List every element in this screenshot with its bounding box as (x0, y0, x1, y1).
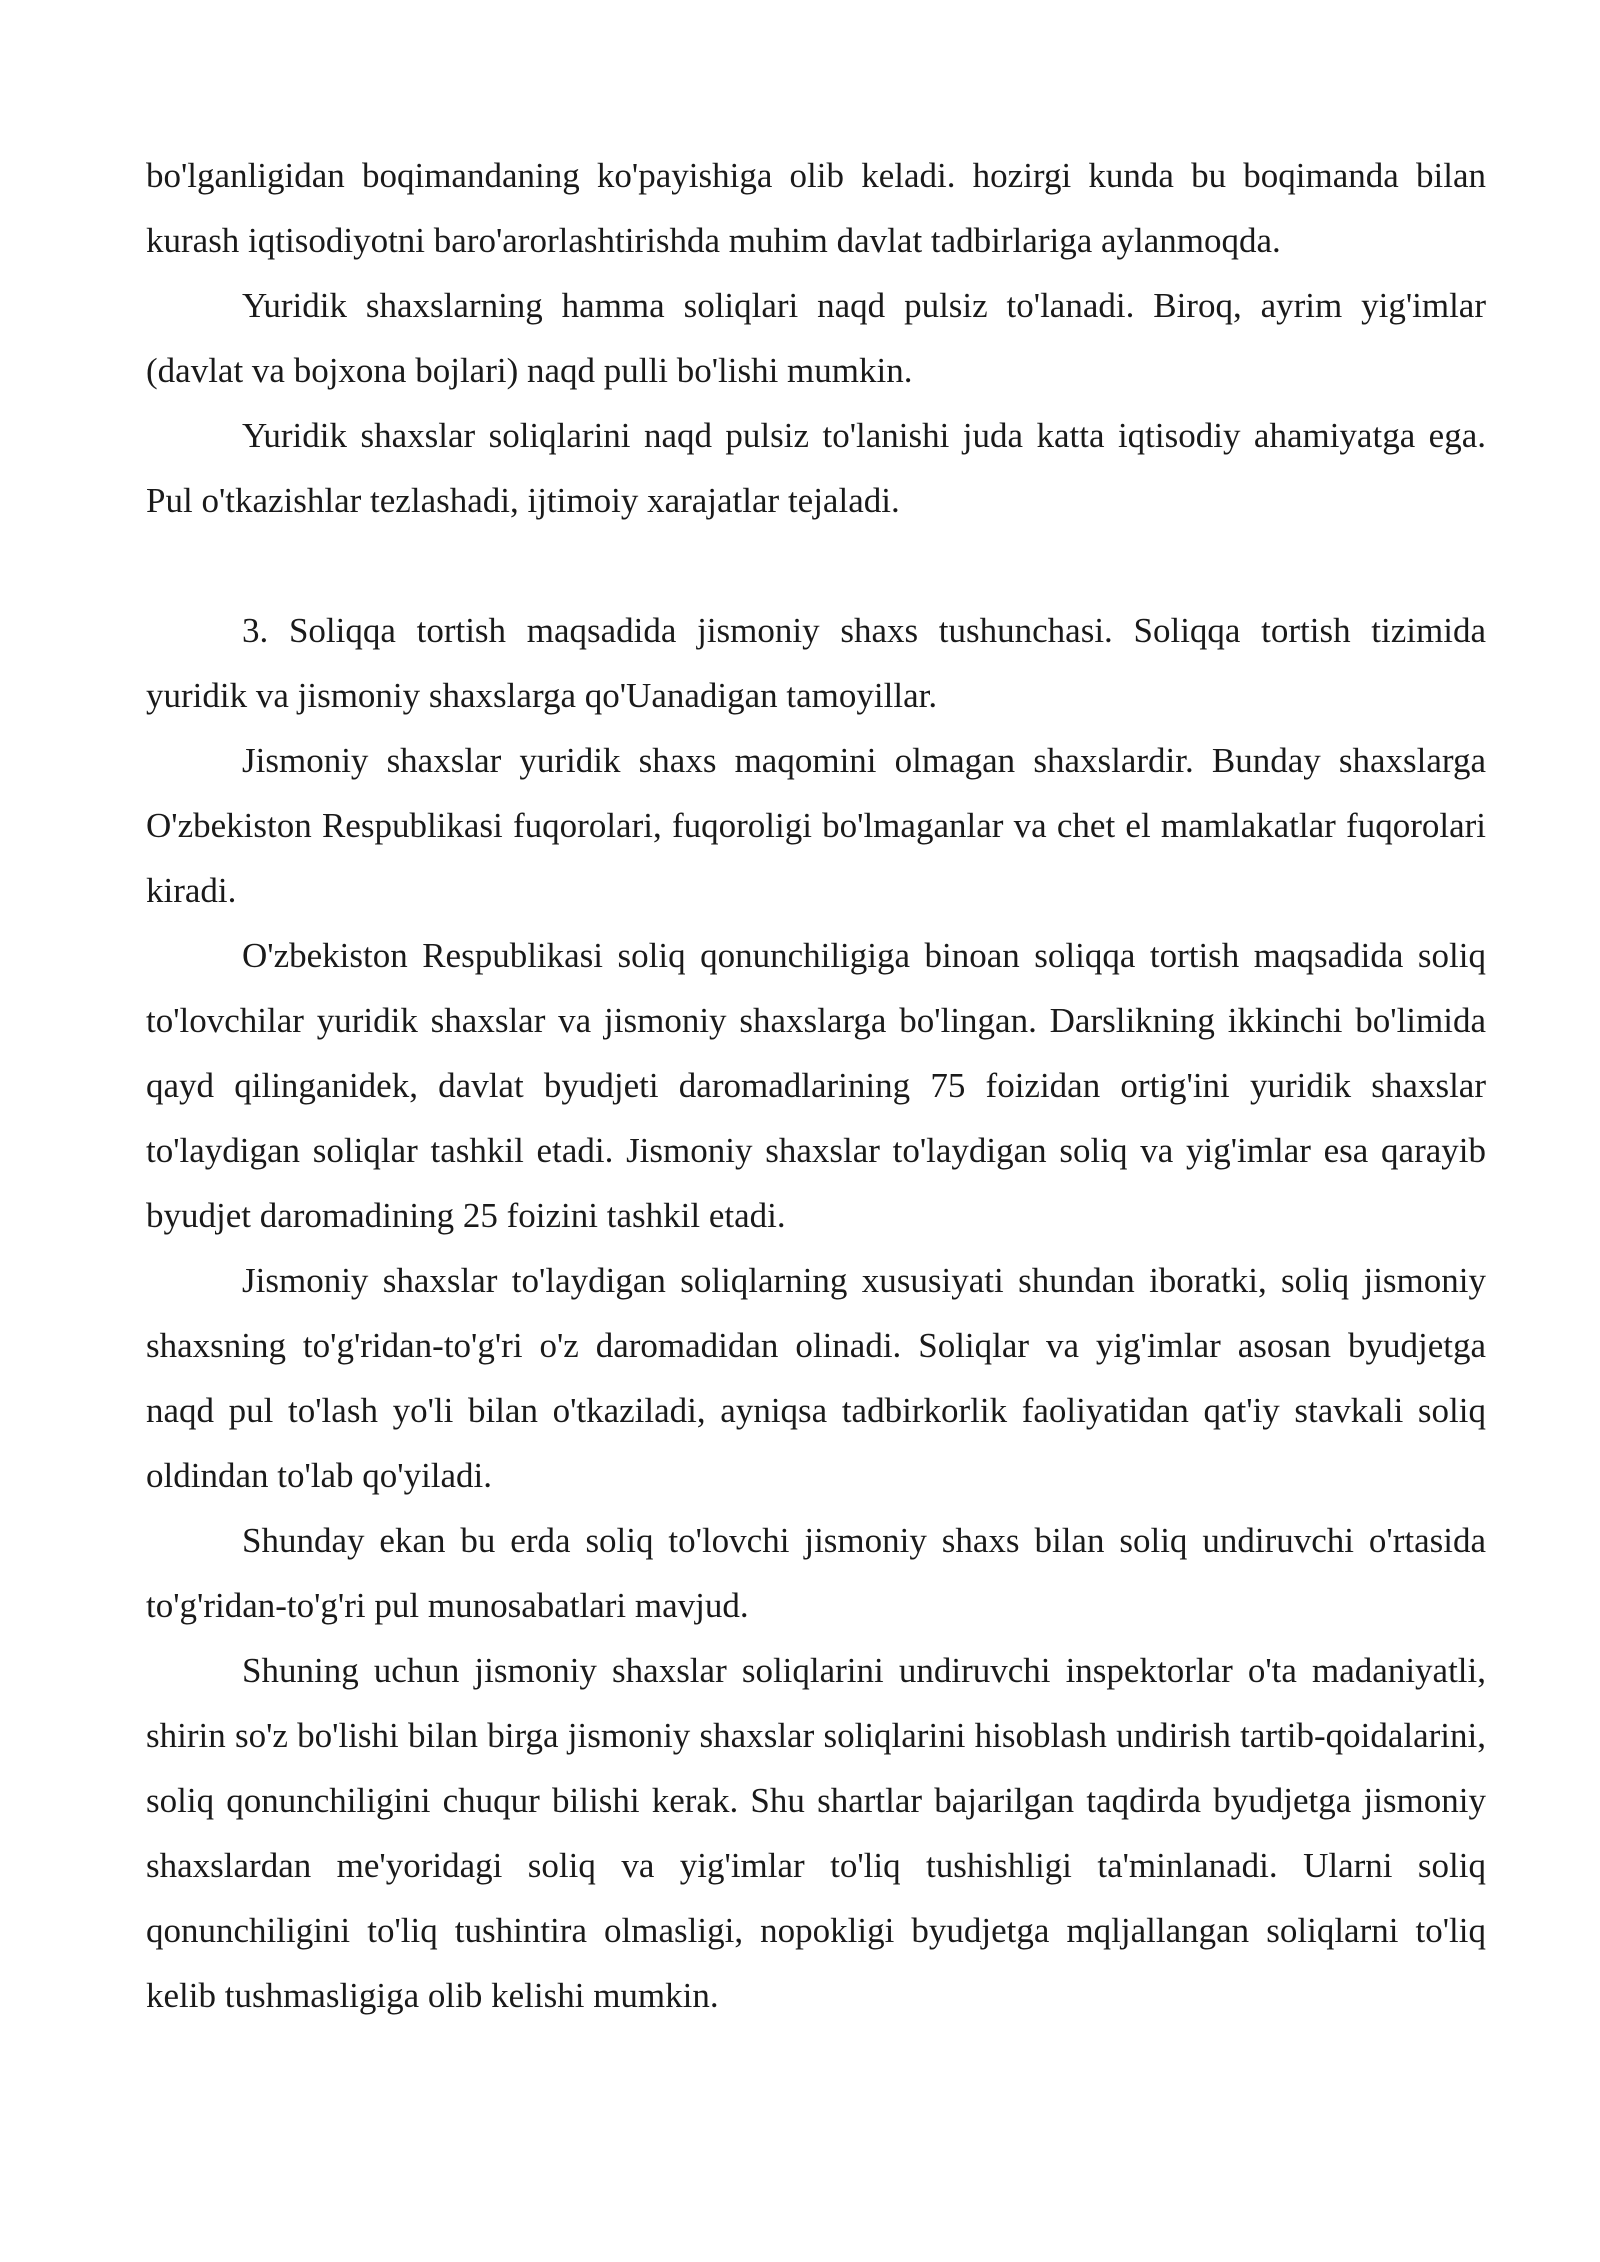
paragraph-cashless-payments: Yuridik shaxslarning hamma soliqlari naqd pulsiz to'lanadi. Biroq, ayrim yig'imlar (davlat va bojxona bojlari) naqd pulli bo'lishi mumkin. (146, 286, 1486, 390)
section-heading-3: 3. Soliqqa tortish maqsadida jismoniy shaxs tushunchasi. Soliqqa tortish tizimida yuridik va jismoniy shaxslarga qo'Uanadigan tamoyillar. (146, 611, 1486, 715)
paragraph-spacer (146, 533, 1486, 598)
paragraph-inspectors: Shuning uchun jismoniy shaxslar soliqlarini undiruvchi inspektorlar o'ta madaniyatli, shirin so'z bo'lishi bilan birga jismoniy shaxslar soliqlarini hisoblash undirish tartib-qoidalarini, soliq qonunchiligini chuqur bilishi kerak. Shu shartlar bajarilgan taqdirda byudjetga jismoniy shaxslardan me'yoridagi soliq va yig'imlar to'liq tushishligi ta'minlanadi. Ularni soliq qonunchiligini to'liq tushintira olmasligi, nopokligi byudjetga mqljallangan soliqlarni to'liq kelib tushmasligiga olib kelishi mumkin. (146, 1651, 1486, 2015)
document-page (146, 143, 1486, 2028)
paragraph-tax-legislation: O'zbekiston Respublikasi soliq qonunchiligiga binoan soliqqa tortish maqsadida soliq to'lovchilar yuridik shaxslar va jismoniy shaxslarga bo'lingan. Darslikning ikkinchi bo'limida qayd qilinganidek, davlat byudjeti daromadlarining 75 foizidan ortig'ini yuridik shaxslar to'laydigan soliqlar tashkil etadi. Jismoniy shaxslar to'laydigan soliq va yig'imlar esa qarayib byudjet daromadining 25 foizini tashkil etadi. (146, 936, 1486, 1235)
paragraph-continuation: bo'lganligidan boqimandaning ko'payishiga olib keladi. hozirgi kunda bu boqimanda bilan kurash iqtisodiyotni baro'arorlashtirishda muhim davlat tadbirlariga aylanmoqda. (146, 156, 1486, 260)
paragraph-tax-features: Jismoniy shaxslar to'laydigan soliqlarning xususiyati shundan iboratki, soliq jismoniy shaxsning to'g'ridan-to'g'ri o'z daromadidan olinadi. Soliqlar va yig'imlar asosan byudjetga naqd pul to'lash yo'li bilan o'tkaziladi, ayniqsa tadbirkorlik faoliyatidan qat'iy stavkali soliq oldindan to'lab qo'yiladi. (146, 1261, 1486, 1495)
paragraph-direct-relations: Shunday ekan bu erda soliq to'lovchi jismoniy shaxs bilan soliq undiruvchi o'rtasida to'g'ridan-to'g'ri pul munosabatlari mavjud. (146, 1521, 1486, 1625)
paragraph-individuals-definition: Jismoniy shaxslar yuridik shaxs maqomini olmagan shaxslardir. Bunday shaxslarga O'zbekiston Respublikasi fuqorolari, fuqoroligi bo'lmaganlar va chet el mamlakatlar fuqorolari kiradi. (146, 741, 1486, 910)
paragraph-economic-significance: Yuridik shaxslar soliqlarini naqd pulsiz to'lanishi juda katta iqtisodiy ahamiyatga ega. Pul o'tkazishlar tezlashadi, ijtimoiy xarajatlar tejaladi. (146, 416, 1486, 520)
